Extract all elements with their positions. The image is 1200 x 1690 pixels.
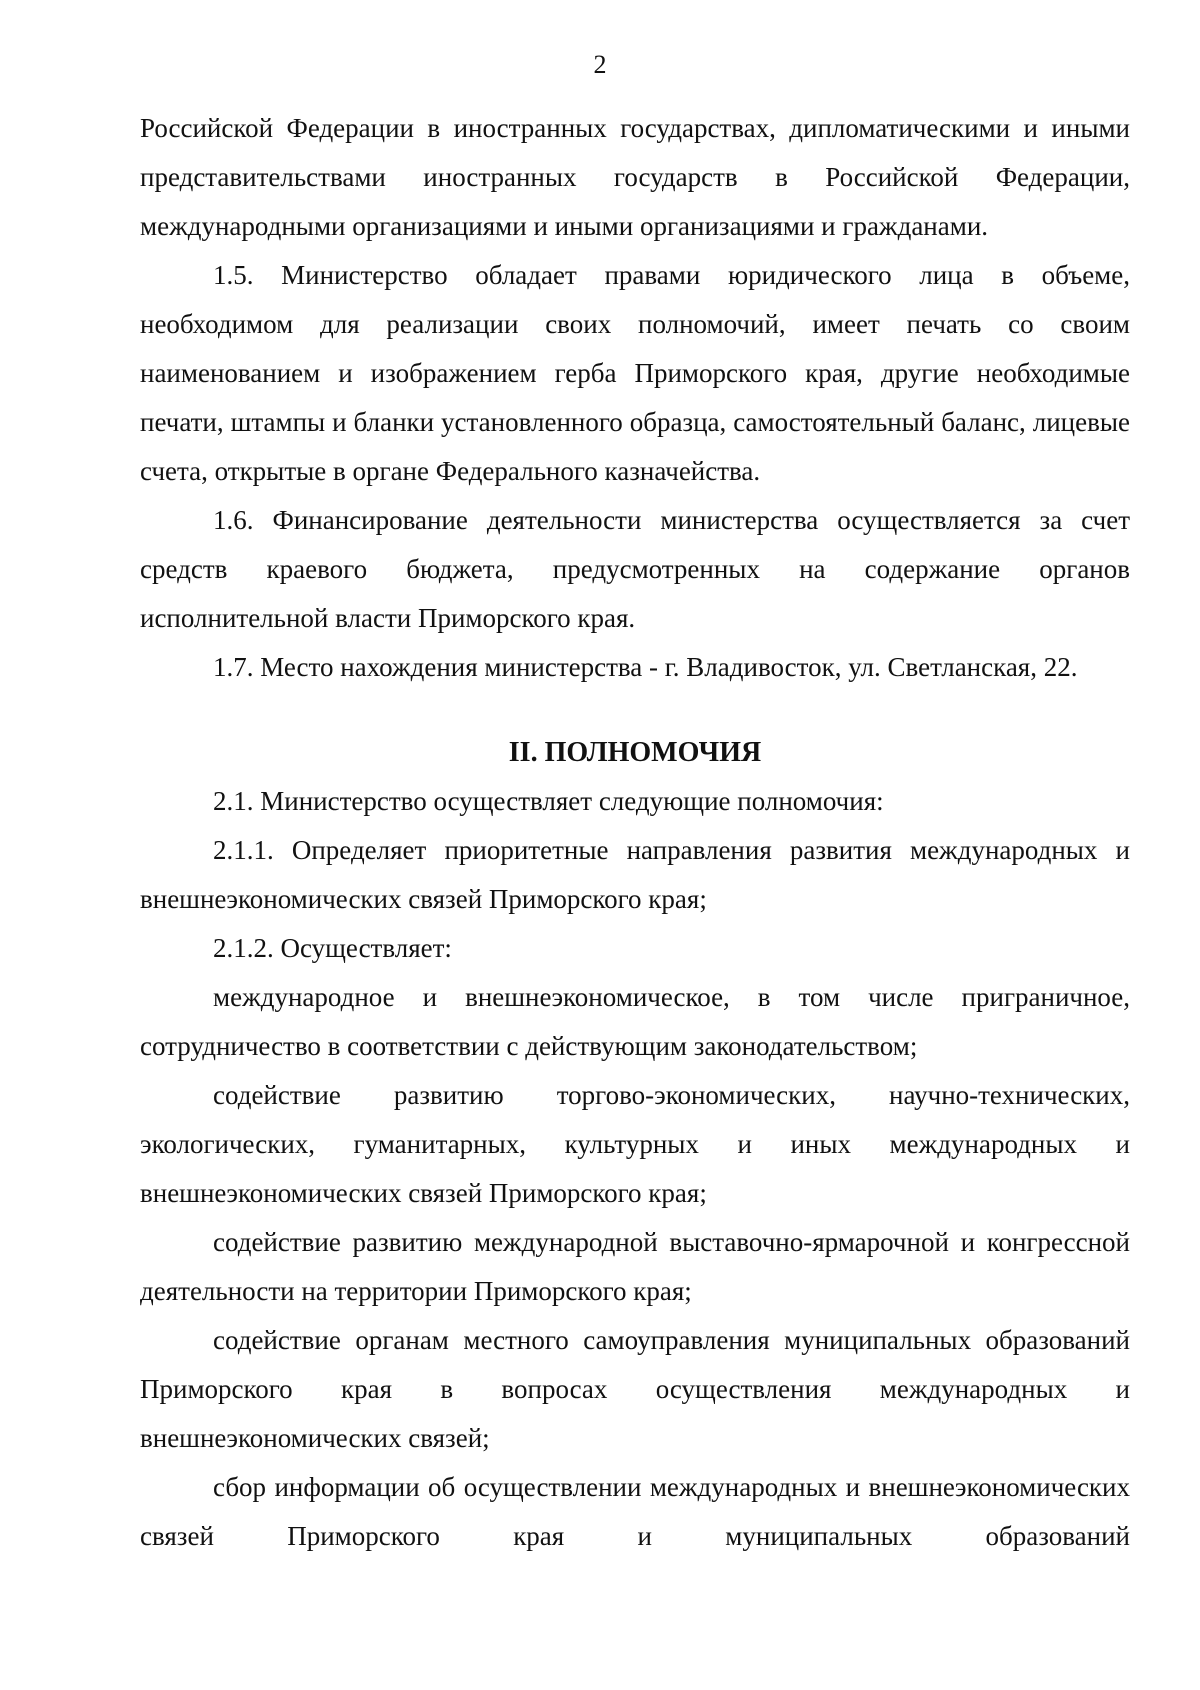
paragraph-1-5: 1.5. Министерство обладает правами юридического лица в объеме, необходимом для реализации своих полномочий, имеет печать со своим наименованием и изображением герба Приморского края, другие необходимые печати, штампы и бланки установленного образца, самостоятельный баланс, лицевые счета, открытые в органе Федерального казначейства. bbox=[140, 260, 1130, 486]
section-heading: II. ПОЛНОМОЧИЯ bbox=[508, 737, 762, 768]
list-item-information-collection: сбор информации об осуществлении международных и внешнеэкономических связей Приморского края и муниципальных образований bbox=[140, 1472, 1130, 1551]
list-item-exhibitions: содействие развитию международной выставочно-ярмарочной и конгрессной деятельности на территории Приморского края; bbox=[140, 1227, 1130, 1306]
paragraph-2-1-1: 2.1.1. Определяет приоритетные направления развития международных и внешнеэкономических связей Приморского края; bbox=[140, 835, 1130, 914]
paragraph-1-7: 1.7. Место нахождения министерства - г. Владивосток, ул. Светланская, 22. bbox=[213, 652, 1078, 682]
list-item-local-government: содействие органам местного самоуправления муниципальных образований Приморского края в вопросах осуществления международных и внешнеэкономических связей; bbox=[140, 1325, 1130, 1453]
paragraph-1-6: 1.6. Финансирование деятельности министерства осуществляется за счет средств краевого бюджета, предусмотренных на содержание органов исполнительной власти Приморского края. bbox=[140, 505, 1130, 633]
list-item-cooperation: международное и внешнеэкономическое, в том числе приграничное, сотрудничество в соответствии с действующим законодательством; bbox=[140, 982, 1130, 1061]
list-item-trade-relations: содействие развитию торгово-экономических, научно-технических, экологических, гуманитарных, культурных и иных международных и внешнеэкономических связей Приморского края; bbox=[140, 1080, 1130, 1208]
document-body bbox=[140, 104, 1130, 1561]
paragraph-2-1-2: 2.1.2. Осуществляет: bbox=[213, 933, 452, 963]
paragraph-continuation: Российской Федерации в иностранных государствах, дипломатическими и иными представительствами иностранных государств в Российской Федерации, международными организациями и иными организациями и гражданами. bbox=[140, 113, 1130, 241]
paragraph-2-1: 2.1. Министерство осуществляет следующие полномочия: bbox=[213, 786, 884, 816]
page-number: 2 bbox=[593, 50, 607, 79]
